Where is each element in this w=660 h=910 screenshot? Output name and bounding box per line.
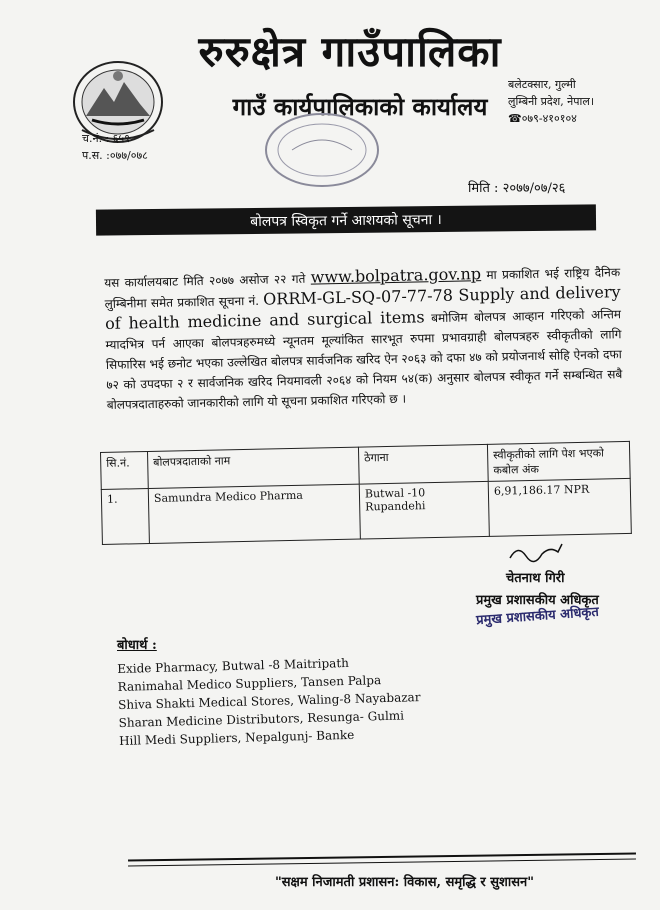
list-item: Sharan Medicine Distributors, Resunga- Gulmi <box>118 708 405 730</box>
body-main: बमोजिम बोलपत्र आव्हान गरिएको अन्तिम म्यादभित्र पर्न आएका बोलपत्रहरुमध्ये न्यूनतम मूल्यांकित सारभूत रुपमा प्रभावग्राही बोलपत्रहरु स्वीकृतीको लागि सिफारिस भई छनोट भएका उल्लेखित बोलपत्र सार्वजनिक खरिद ऐन २०६३ को दफा ४७ को प्रयोजनार्थ सोहि ऐनको दफा ७२ को उपदफा २ र सार्वजनिक खरिद नियमावली २०६४ को नियम ५४(क) अनुसार बोलपत्र स्वीकृत गर्ने सम्बन्धित सबै बोलपत्रदाताहरुको जानकारीको लागि यो सूचना प्रकाशित गरिएको छ । <box>105 307 623 412</box>
reference-block <box>82 130 148 164</box>
signatory-name: चेतनाथ गिरी <box>506 571 565 586</box>
signatory-stamp: प्रमुख प्रशासकीय अधिकृत <box>475 604 600 629</box>
footer-motto: "सक्षम निजामती प्रशासन: विकास, समृद्धि र सुशासन" <box>275 875 535 890</box>
office-address <box>508 76 658 127</box>
letter-number: प.स. :०७७/०७८ <box>82 149 148 162</box>
bolpatra-link[interactable]: www.bolpatra.gov.np <box>310 264 482 287</box>
cell-bid-amount: 6,91,186.17 NPR <box>488 478 631 536</box>
notice-number: ORRM-GL-SQ-07-77-78 Supply and delivery of health medicine and surgical items <box>104 282 621 333</box>
address-line: लुम्बिनी प्रदेश, नेपाल। <box>508 95 595 108</box>
signature-scribble-icon <box>506 540 566 566</box>
bidder-table <box>100 441 632 545</box>
notice-title-banner <box>96 204 596 235</box>
body-intro: यस कार्यालयबाट मिति २०७७ असोज २२ गते <box>104 271 306 290</box>
office-subtitle: गाउँ कार्यपालिकाको कार्यालय <box>232 92 488 121</box>
list-item: Hill Medi Suppliers, Nepalgunj- Banke <box>118 727 355 748</box>
col-serial: सि.नं. <box>101 452 149 490</box>
phone-line: ☎०७९-४१०१०४ <box>508 112 577 125</box>
col-bid-amount: स्वीकृतीको लागि पेश भएको कबोल अंक <box>487 441 630 481</box>
col-bidder-name: बोलपत्रदाताको नाम <box>148 447 360 488</box>
office-stamp-icon <box>262 110 382 190</box>
cell-address: Butwal -10 Rupandehi <box>359 481 489 539</box>
dispatch-number: च.नं. : ६५९ <box>82 132 130 145</box>
body-mid: मा प्रकाशित भई राष्ट्रिय दैनिक लुम्बिनीमा समेत प्रकाशित सूचना नं. <box>104 265 621 311</box>
notice-body <box>104 261 623 415</box>
cell-serial: 1. <box>101 488 149 544</box>
list-item: Exide Pharmacy, Butwal -8 Maitripath <box>117 655 350 676</box>
office-title: रुरुक्षेत्र गाउँपालिका <box>198 27 502 76</box>
notice-date: मिति : २०७७/०७/२६ <box>468 181 566 196</box>
list-item: Shiva Shakti Medical Stores, Waling-8 Nayabazar <box>117 690 421 712</box>
col-address: ठेगाना <box>358 444 488 484</box>
table-row <box>101 478 631 544</box>
cc-list <box>117 652 422 750</box>
signatory-title: प्रमुख प्रशासकीय अधिकृत <box>476 593 599 608</box>
cell-bidder-name: Samundra Medico Pharma <box>148 484 360 543</box>
notice-title: बोलपत्र स्विकृत गर्ने आशयको सूचना । <box>250 211 442 230</box>
cc-heading: बोधार्थ : <box>117 638 157 653</box>
address-line: बलेटक्सार, गुल्मी <box>508 78 576 91</box>
list-item: Ranimahal Medico Suppliers, Tansen Palpa <box>117 673 382 694</box>
